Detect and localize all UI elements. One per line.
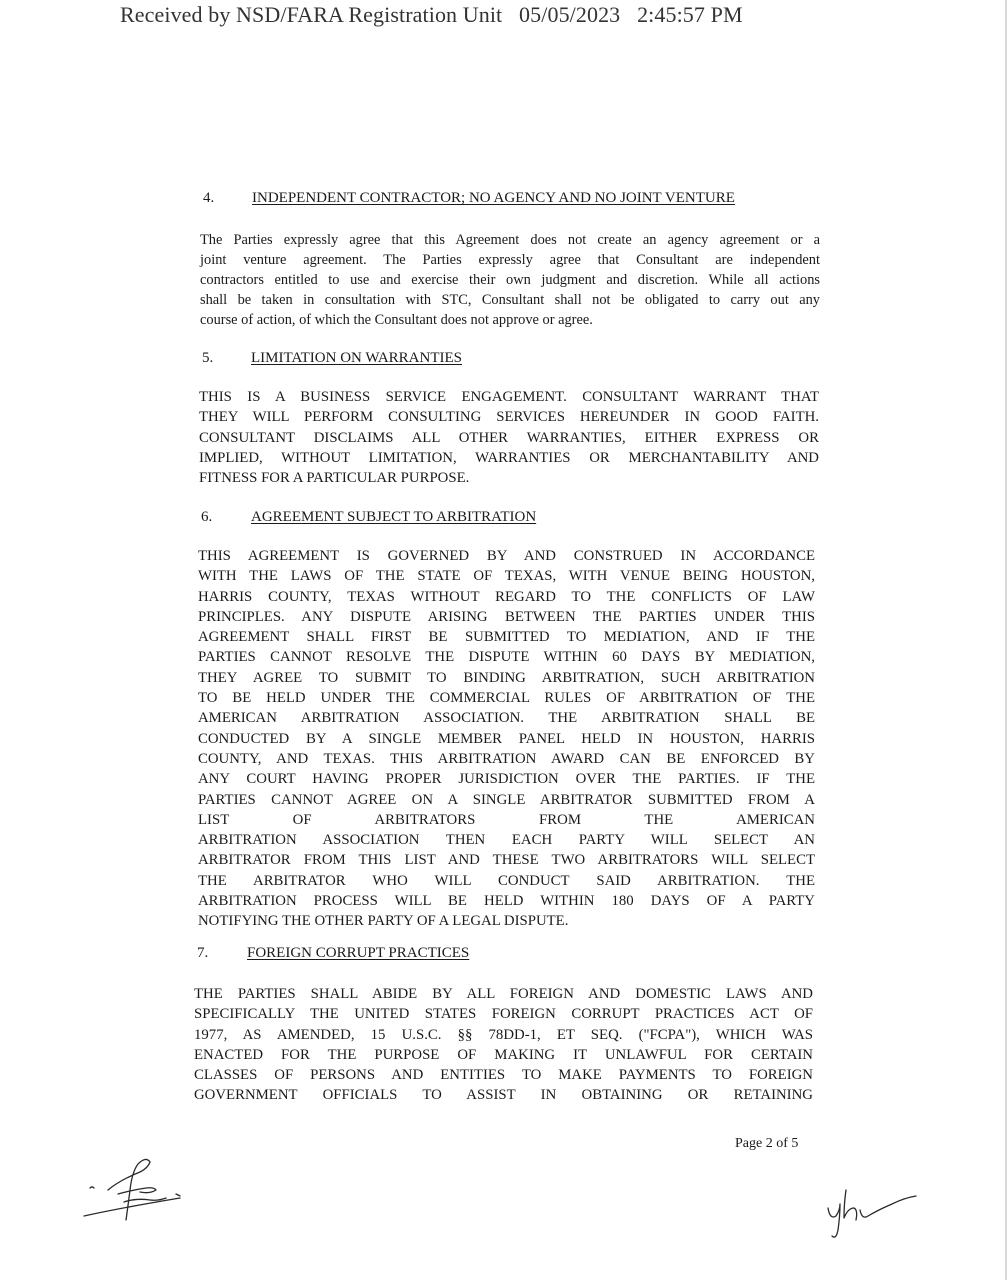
text-line: The Parties expressly agree that this Agreement does not create an agency agreement or a [200,232,820,248]
text-line: FITNESS FOR A PARTICULAR PURPOSE. [199,470,470,487]
text-line: THE ARBITRATOR WHO WILL CONDUCT SAID ARBITRATION. THE [198,872,815,889]
text-line: THEY AGREE TO SUBMIT TO BINDING ARBITRATION, SUCH ARBITRATION [198,669,815,686]
text-line: course of action, of which the Consultant does not approve or agree. [200,312,593,328]
text-line: THIS AGREEMENT IS GOVERNED BY AND CONSTRUED IN ACCORDANCE [198,548,815,564]
text-line: THE PARTIES SHALL ABIDE BY ALL FOREIGN AND DOMESTIC LAWS AND [194,986,813,1002]
fara-received-stamp: Received by NSD/FARA Registration Unit 05/05/2023 2:45:57 PM [120,2,743,27]
text-line: ANY COURT HAVING PROPER JURISDICTION OVER THE PARTIES. IF THE [198,771,815,788]
section-number: 4. [203,190,215,206]
text-line: shall be taken in consultation with STC, Consultant shall not be obligated to carry out any [200,292,820,308]
text-line: PRINCIPLES. ANY DISPUTE ARISING BETWEEN THE PARTIES UNDER THIS [198,608,815,625]
text-line: ARBITRATION ASSOCIATION THEN EACH PARTY WILL SELECT AN [198,832,815,849]
text-line: IMPLIED, WITHOUT LIMITATION, WARRANTIES OR MERCHANTABILITY AND [199,449,819,466]
text-line: SPECIFICALLY THE UNITED STATES FOREIGN CORRUPT PRACTICES ACT OF [194,1006,813,1023]
text-line: THEY WILL PERFORM CONSULTING SERVICES HEREUNDER IN GOOD FAITH. [199,409,819,426]
text-line: CLASSES OF PERSONS AND ENTITIES TO MAKE PAYMENTS TO FOREIGN [194,1067,813,1084]
text-line: 1977, AS AMENDED, 15 U.S.C. §§ 78DD-1, ET SEQ. ("FCPA"), WHICH WAS [194,1026,813,1043]
text-line: joint venture agreement. The Parties expressly agree that Consultant are independent [200,252,820,268]
text-line: ARBITRATION PROCESS WILL BE HELD WITHIN 180 DAYS OF A PARTY [198,893,815,910]
text-line: GOVERNMENT OFFICIALS TO ASSIST IN OBTAINING OR RETAINING [194,1087,813,1104]
text-line: LIST OF ARBITRATORS FROM THE AMERICAN [198,811,815,828]
text-line: WITH THE LAWS OF THE STATE OF TEXAS, WITH VENUE BEING HOUSTON, [198,568,815,585]
text-line: ENACTED FOR THE PURPOSE OF MAKING IT UNLAWFUL FOR CERTAIN [194,1046,813,1063]
text-line: TO BE HELD UNDER THE COMMERCIAL RULES OF ARBITRATION OF THE [198,690,815,707]
section-7-body [194,984,813,1106]
text-line: NOTIFYING THE OTHER PARTY OF A LEGAL DISPUTE. [198,913,569,930]
page-number: Page 2 of 5 [735,1136,799,1151]
section-title: LIMITATION ON WARRANTIES [251,350,463,366]
section-4-body [200,230,820,330]
text-line: PARTIES CANNOT AGREE ON A SINGLE ARBITRATOR SUBMITTED FROM A [198,791,815,808]
section-title: AGREEMENT SUBJECT TO ARBITRATION [251,509,537,525]
text-line: THIS IS A BUSINESS SERVICE ENGAGEMENT. CONSULTANT WARRANT THAT [199,389,819,405]
section-title: INDEPENDENT CONTRACTOR; NO AGENCY AND NO JOINT VENTURE [252,190,735,206]
text-line: PARTIES CANNOT RESOLVE THE DISPUTE WITHIN 60 DAYS BY MEDIATION, [198,649,815,666]
section-6-body [198,546,815,932]
text-line: AMERICAN ARBITRATION ASSOCIATION. THE ARBITRATION SHALL BE [198,710,815,727]
section-title: FOREIGN CORRUPT PRACTICES [247,945,470,961]
section-number: 6. [201,509,213,525]
text-line: ARBITRATOR FROM THIS LIST AND THESE TWO ARBITRATORS WILL SELECT [198,852,815,869]
text-line: CONSULTANT DISCLAIMS ALL OTHER WARRANTIES, EITHER EXPRESS OR [199,429,819,446]
signature-initials-left-icon [80,1150,200,1235]
text-line: HARRIS COUNTY, TEXAS WITHOUT REGARD TO THE CONFLICTS OF LAW [198,588,815,605]
text-line: COUNTY, AND TEXAS. THIS ARBITRATION AWARD CAN BE ENFORCED BY [198,750,815,767]
section-number: 5. [202,350,214,366]
text-line: CONDUCTED BY A SINGLE MEMBER PANEL HELD IN HOUSTON, HARRIS [198,730,815,747]
text-line: contractors entitled to use and exercise their own judgment and discretion. While all actions [200,272,820,288]
signature-right-icon [820,1180,925,1245]
section-number: 7. [197,945,209,961]
text-line: AGREEMENT SHALL FIRST BE SUBMITTED TO MEDIATION, AND IF THE [198,629,815,646]
section-5-body [199,387,819,488]
